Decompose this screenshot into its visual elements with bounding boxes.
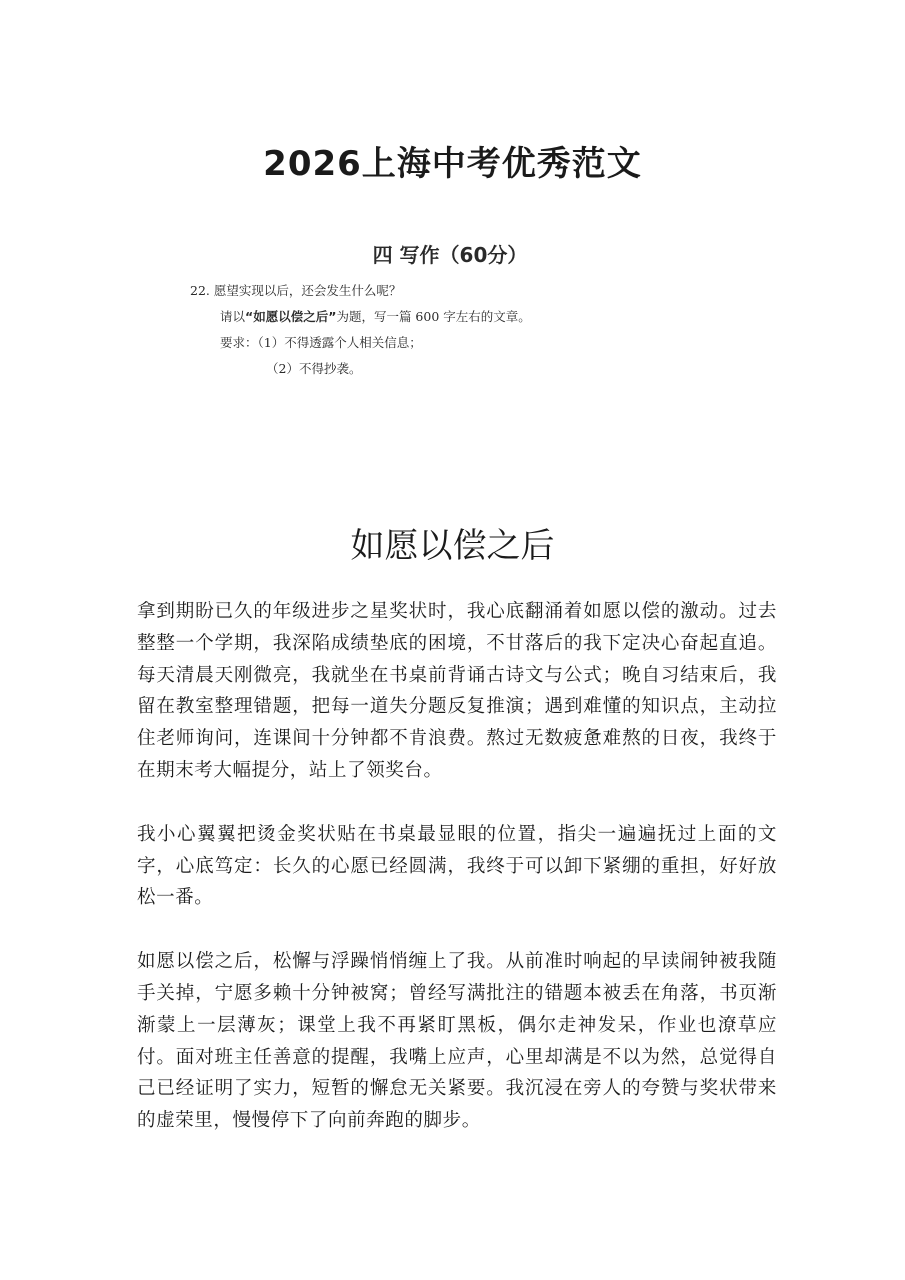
- instruction-pre: 请以: [220, 309, 246, 324]
- question-line: [190, 278, 750, 304]
- writing-prompt-excerpt: [190, 238, 750, 382]
- essay-paragraph-2: 我小心翼翼把烫金奖状贴在书桌最显眼的位置，指尖一遍遍抚过上面的文字，心底笃定：长久的心愿已经圆满，我终于可以卸下紧绷的重担，好好放松一番。: [137, 823, 777, 909]
- requirement-2: （2）不得抄袭。: [266, 361, 362, 376]
- requirement-1: （1）不得透露个人相关信息；: [257, 335, 422, 350]
- section-heading: 四 写作（60分）: [372, 243, 528, 267]
- question-number: 22.: [190, 283, 210, 298]
- question-text: 愿望实现以后，还会发生什么呢？: [213, 283, 402, 298]
- document-title: 2026上海中考优秀范文: [263, 144, 642, 184]
- requirement-line-2: [190, 356, 750, 382]
- essay-title: 如愿以偿之后: [350, 526, 555, 566]
- requirement-line-1: [190, 330, 750, 356]
- instruction-line: [190, 304, 750, 330]
- essay-body: [137, 596, 777, 1169]
- requirement-label: 要求：: [220, 335, 258, 350]
- instruction-topic: “如愿以偿之后”: [245, 309, 337, 324]
- instruction-post: 为题，写一篇 600 字左右的文章。: [336, 309, 531, 324]
- essay-paragraph-3: 如愿以偿之后，松懈与浮躁悄悄缠上了我。从前准时响起的早读闹钟被我随手关掉，宁愿多赖十分钟被窝；曾经写满批注的错题本被丢在角落，书页渐渐蒙上一层薄灰；课堂上我不再紧盯黑板，偶尔走神发呆，作业也潦草应付。面对班主任善意的提醒，我嘴上应声，心里却满是不以为然，总觉得自己已经证明了实力，短暂的懈怠无关紧要。我沉浸在旁人的夸赞与奖状带来的虚荣里，慢慢停下了向前奔跑的脚步。: [137, 951, 777, 1132]
- essay-paragraph-1: 拿到期盼已久的年级进步之星奖状时，我心底翻涌着如愿以偿的激动。过去整整一个学期，我深陷成绩垫底的困境，不甘落后的我下定决心奋起直追。每天清晨天刚微亮，我就坐在书桌前背诵古诗文与公式；晚自习结束后，我留在教室整理错题，把每一道失分题反复推演；遇到难懂的知识点，主动拉住老师询问，连课间十分钟都不肯浪费。熬过无数疲惫难熬的日夜，我终于在期末考大幅提分，站上了领奖台。: [137, 601, 777, 781]
